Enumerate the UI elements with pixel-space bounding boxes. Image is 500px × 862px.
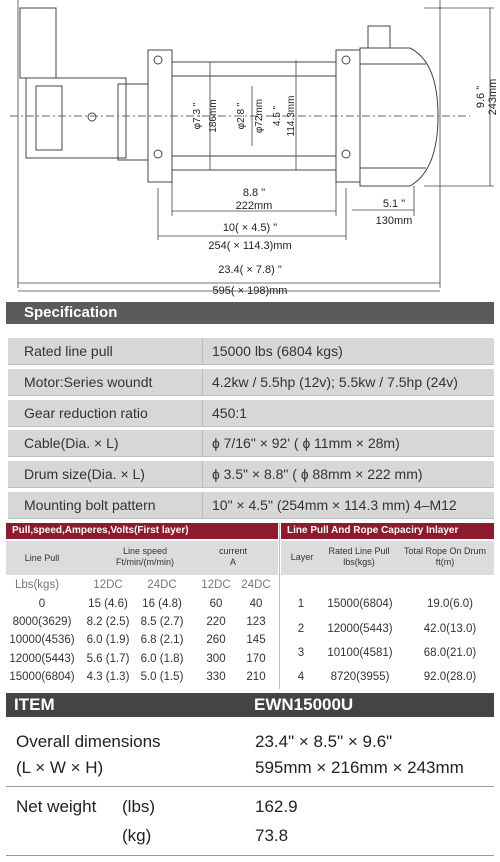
col-current: current — [218, 546, 247, 556]
spec-label: Rated line pull — [24, 343, 113, 359]
pull-table-header — [6, 541, 278, 575]
speed24-cell: 5.0 (1.5) — [140, 671, 184, 683]
dimensions-value-mm: 595mm × 216mm × 243mm — [255, 758, 464, 777]
divider — [6, 855, 494, 856]
divider — [6, 786, 494, 787]
mount-in-label: 10( × 4.5) " — [222, 222, 278, 234]
dimensions-label-units: (L × W × H) — [16, 758, 104, 777]
spec-row — [8, 369, 494, 396]
drum-inner-in-label: φ2.8 " — [236, 102, 247, 130]
dimensions-label: Overall dimensions — [16, 732, 161, 751]
spec-value: ɸ 3.5" × 8.8" ( ɸ 88mm × 222 mm) — [212, 466, 423, 482]
amp24-cell: 40 — [249, 598, 263, 610]
spec-value: 450:1 — [212, 405, 248, 421]
amp12-cell: 260 — [206, 634, 226, 646]
rated-pull-cell: 12000(5443) — [327, 623, 393, 635]
speed24-cell: 6.0 (1.8) — [140, 653, 184, 665]
gear-in-label: 5.1 " — [382, 198, 406, 210]
rope-table-header — [281, 541, 494, 575]
spec-value: 15000 lbs (6804 kgs) — [212, 343, 343, 359]
col-rated-pull-units: lbs(kgs) — [343, 557, 375, 567]
pull-cell: 15000(6804) — [9, 671, 75, 683]
spec-label: Cable(Dia. × L) — [24, 435, 119, 451]
motor-bolt-hole — [88, 113, 96, 121]
motor-top-block — [20, 8, 56, 78]
weight-lbs-value: 162.9 — [255, 797, 298, 816]
winch-dimension-drawing — [0, 0, 500, 300]
layer-cell: 1 — [297, 598, 305, 610]
gear-mm-label: 130mm — [375, 215, 413, 227]
item-bar — [6, 693, 494, 717]
col-line-speed-units: Ft/min/(m/min) — [116, 557, 174, 567]
rope-cell: 42.0(13.0) — [423, 623, 477, 635]
amp12-cell: 220 — [206, 616, 226, 628]
drum-dia-mm-label: 186mm — [208, 99, 219, 133]
col-layer: Layer — [290, 552, 314, 562]
speed12-cell: 6.0 (1.9) — [86, 634, 130, 646]
col-line-pull: Line Pull — [24, 553, 60, 563]
spec-row — [8, 430, 494, 457]
col-rated-pull: Rated Line Pull — [328, 546, 390, 556]
bolt-mm-label: 114.3mm — [286, 95, 297, 137]
pull-cell: 0 — [38, 598, 46, 610]
speed24-cell: 8.5 (2.7) — [140, 616, 184, 628]
rated-pull-cell: 15000(6804) — [327, 598, 393, 610]
weight-unit-kg: (kg) — [122, 826, 152, 845]
dimensions-value-in: 23.4" × 8.5" × 9.6" — [255, 732, 393, 751]
drum-len-in-label: 8.8 " — [242, 187, 266, 199]
speed24-cell: 16 (4.8) — [142, 598, 182, 610]
speed24-cell: 6.8 (2.1) — [140, 634, 184, 646]
col-current-units: A — [229, 557, 236, 567]
spec-row — [8, 400, 494, 427]
total-in-label: 23.4( × 7.8) " — [218, 264, 282, 276]
specification-header: Specification — [6, 302, 494, 324]
spec-row — [8, 492, 494, 519]
unit-cell: 12DC — [93, 579, 123, 591]
model-number: EWN15000U — [254, 695, 354, 714]
amp24-cell: 145 — [246, 634, 266, 646]
spec-value: 4.2kw / 5.5hp (12v); 5.5kw / 7.5hp (24v) — [212, 374, 458, 390]
amp24-cell: 210 — [246, 671, 266, 683]
motor-body — [26, 78, 126, 158]
gearbox-housing — [360, 48, 438, 186]
weight-unit-lbs: (lbs) — [122, 797, 156, 816]
spec-label: Gear reduction ratio — [24, 405, 148, 421]
rated-pull-cell: 10100(4581) — [327, 647, 393, 659]
drum-dia-in-label: φ7.3 " — [192, 102, 203, 130]
rope-cell: 68.0(21.0) — [423, 647, 477, 659]
height-in-label: 9.6 " — [475, 85, 487, 109]
rope-table-title: Line Pull And Rope Capaciry Inlayer — [281, 523, 494, 539]
amp24-cell: 123 — [246, 616, 266, 628]
clutch-handle — [368, 26, 390, 48]
spec-row — [8, 338, 494, 365]
amp12-cell: 300 — [206, 653, 226, 665]
layer-cell: 4 — [297, 671, 305, 683]
layer-cell: 2 — [297, 623, 305, 635]
bolt-in-label: 4.5 " — [272, 105, 283, 127]
drum-inner-mm-label: φ72mm — [254, 98, 265, 134]
pull-table-title: Pull,speed,Amperes,Volts(First layer) — [6, 523, 278, 539]
speed12-cell: 8.2 (2.5) — [86, 616, 130, 628]
spec-value: ɸ 7/16" × 92' ( ɸ 11mm × 28m) — [212, 435, 400, 451]
amp12-cell: 330 — [206, 671, 226, 683]
weight-label: Net weight — [16, 797, 97, 816]
unit-cell: 24DC — [147, 579, 177, 591]
col-rope-units: ft(m) — [435, 557, 455, 567]
pull-cell: 10000(4536) — [9, 634, 75, 646]
item-label: ITEM — [14, 695, 55, 714]
layer-cell: 3 — [297, 647, 305, 659]
spec-label: Mounting bolt pattern — [24, 497, 156, 513]
unit-cell: 12DC — [201, 579, 231, 591]
rated-pull-cell: 8720(3955) — [330, 671, 390, 683]
amp24-cell: 170 — [246, 653, 266, 665]
amp12-cell: 60 — [209, 598, 223, 610]
spec-label: Motor:Series woundt — [24, 374, 153, 390]
col-line-speed: Line speed — [122, 546, 168, 556]
weight-kg-value: 73.8 — [255, 826, 289, 845]
unit-cell: 24DC — [241, 579, 271, 591]
rope-cell: 92.0(28.0) — [423, 671, 477, 683]
unit-cell: Lbs(kgs) — [14, 579, 60, 591]
drum-len-mm-label: 222mm — [235, 200, 273, 212]
rope-cell: 19.0(6.0) — [426, 598, 474, 610]
total-mm-label: 595( × 198)mm — [212, 285, 288, 297]
spec-label: Drum size(Dia. × L) — [24, 466, 145, 482]
speed12-cell: 5.6 (1.7) — [86, 653, 130, 665]
col-rope: Total Rope On Drum — [403, 546, 487, 556]
pull-cell: 8000(3629) — [12, 616, 72, 628]
speed12-cell: 15 (4.6) — [88, 598, 128, 610]
height-mm-label: 243mm — [487, 78, 499, 116]
spec-row — [8, 461, 494, 488]
spec-value: 10" × 4.5" (254mm × 114.3 mm) 4–M12 — [212, 497, 457, 513]
mount-mm-label: 254( × 114.3)mm — [208, 240, 292, 252]
speed12-cell: 4.3 (1.3) — [86, 671, 130, 683]
motor-flange — [118, 84, 148, 160]
pull-cell: 12000(5443) — [9, 653, 75, 665]
